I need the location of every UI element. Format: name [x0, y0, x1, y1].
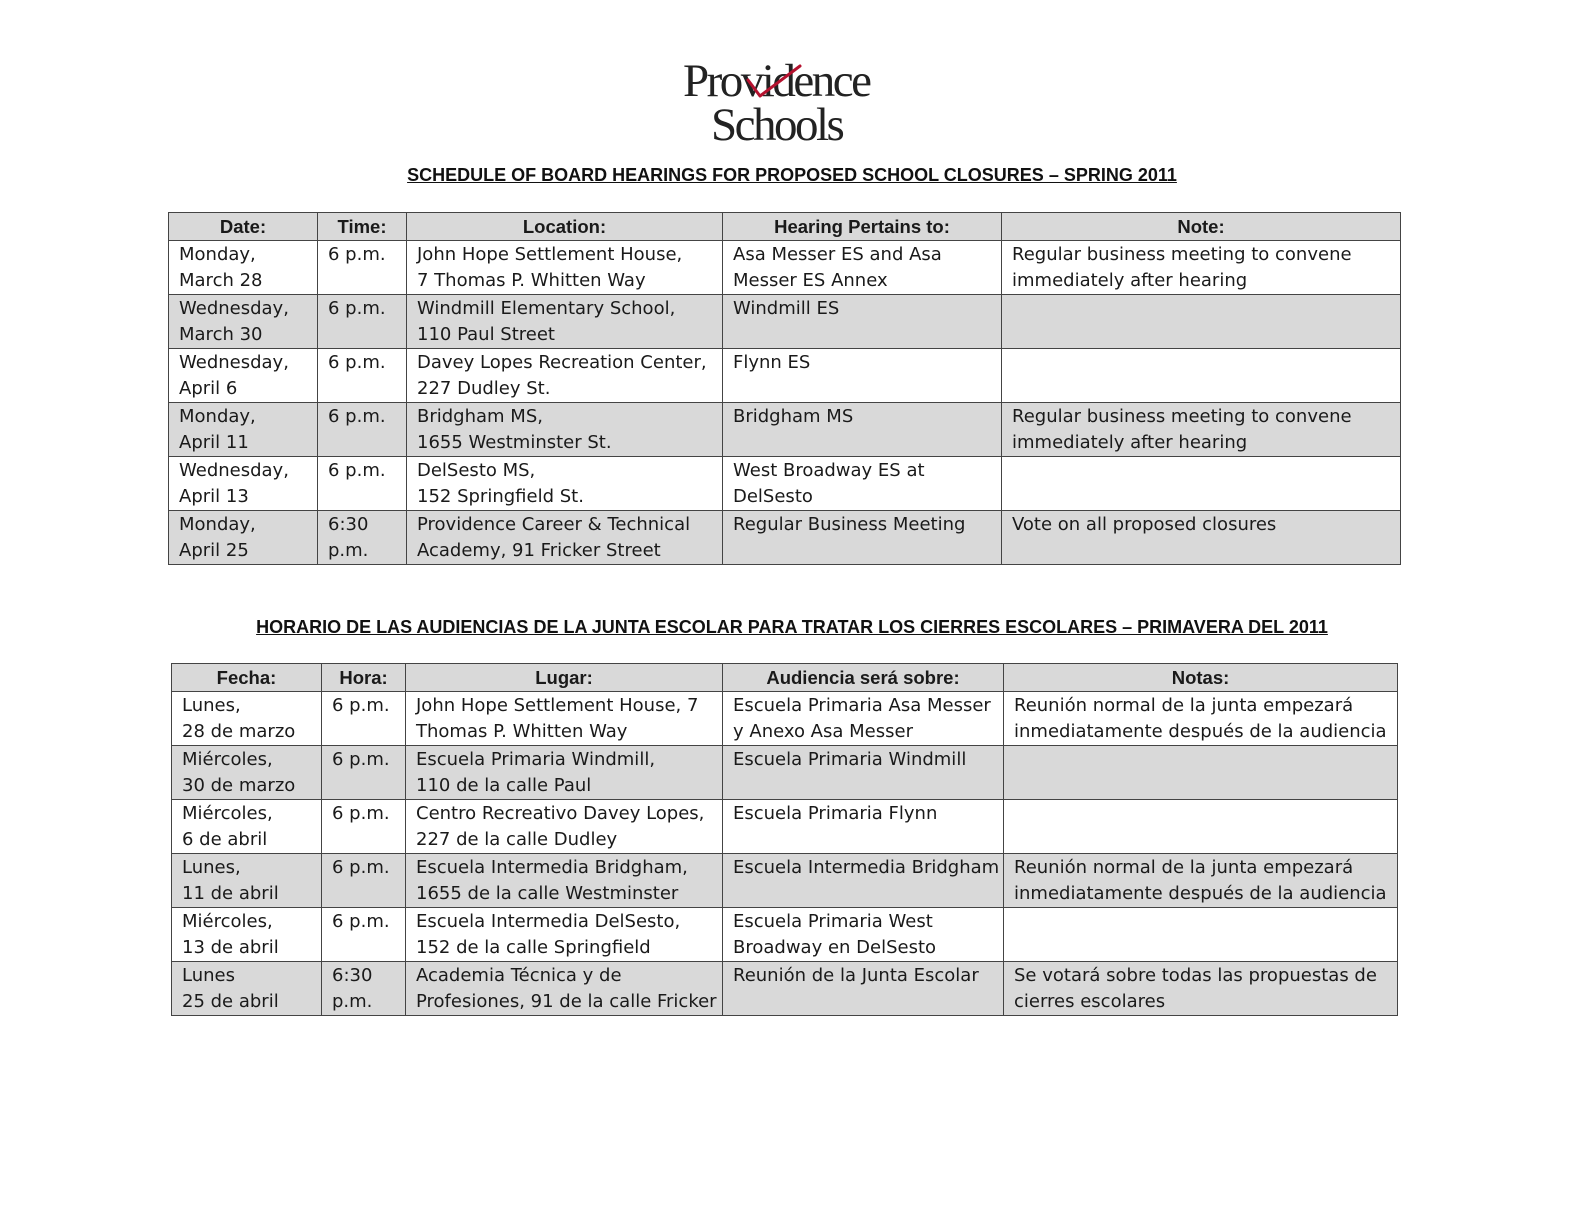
- cell-text-line: Windmill ES: [733, 298, 840, 319]
- cell-text-line: Messer ES Annex: [733, 270, 888, 291]
- cell-note: [1002, 349, 1401, 403]
- spanish-schedule-title: HORARIO DE LAS AUDIENCIAS DE LA JUNTA ESCOLAR PARA TRATAR LOS CIERRES ESCOLARES – PRIMAVERA DEL 2011: [256, 617, 1328, 637]
- cell-time: [318, 295, 407, 349]
- cell-pertains: [723, 349, 1002, 403]
- cell-text-line: 30 de marzo: [182, 775, 296, 796]
- cell-note: [1002, 511, 1401, 565]
- cell-date: [169, 241, 318, 295]
- cell-text-line: 25 de abril: [182, 991, 279, 1012]
- cell-date: [172, 962, 322, 1016]
- providence-schools-logo: [683, 55, 913, 153]
- cell-text-line: 6 p.m.: [328, 352, 386, 373]
- cell-text-line: Thomas P. Whitten Way: [416, 721, 628, 742]
- cell-text-line: Lunes,: [182, 857, 241, 878]
- cell-time: [322, 800, 406, 854]
- cell-text-line: Monday,: [179, 514, 256, 535]
- cell-text-line: Academy, 91 Fricker Street: [417, 540, 661, 561]
- cell-text-line: immediately after hearing: [1012, 270, 1248, 291]
- cell-date: [172, 800, 322, 854]
- table-row: [169, 403, 1401, 457]
- cell-text-line: immediately after hearing: [1012, 432, 1248, 453]
- cell-text-line: DelSesto MS,: [417, 460, 536, 481]
- cell-pertains: [723, 241, 1002, 295]
- cell-note: [1002, 457, 1401, 511]
- cell-text-line: Centro Recreativo Davey Lopes,: [416, 803, 705, 824]
- cell-date: [169, 511, 318, 565]
- cell-text-line: 13 de abril: [182, 937, 279, 958]
- cell-location: [407, 457, 723, 511]
- table-row: [169, 511, 1401, 565]
- table-row: [169, 457, 1401, 511]
- cell-note: [1002, 241, 1401, 295]
- table-header-row: [169, 213, 1401, 241]
- cell-time: [322, 854, 406, 908]
- cell-text-line: 6:30: [332, 965, 373, 986]
- english-schedule-title: SCHEDULE OF BOARD HEARINGS FOR PROPOSED SCHOOL CLOSURES – SPRING 2011: [407, 165, 1177, 185]
- cell-text-line: Miércoles,: [182, 911, 273, 932]
- cell-time: [318, 349, 407, 403]
- cell-text-line: cierres escolares: [1014, 991, 1166, 1012]
- cell-date: [172, 746, 322, 800]
- cell-text-line: April 6: [179, 378, 238, 399]
- cell-text-line: p.m.: [328, 540, 369, 561]
- cell-note: [1002, 403, 1401, 457]
- cell-time: [318, 403, 407, 457]
- cell-text-line: Escuela Primaria Windmill,: [416, 749, 656, 770]
- cell-text-line: 28 de marzo: [182, 721, 296, 742]
- cell-text-line: Davey Lopes Recreation Center,: [417, 352, 707, 373]
- cell-pertains: [723, 800, 1004, 854]
- cell-location: [406, 908, 723, 962]
- column-header-time: Time:: [318, 213, 407, 241]
- cell-text-line: John Hope Settlement House, 7: [416, 695, 699, 716]
- cell-location: [407, 511, 723, 565]
- cell-text-line: 6 p.m.: [332, 695, 390, 716]
- cell-text-line: Profesiones, 91 de la calle Fricker: [416, 991, 717, 1012]
- cell-time: [322, 962, 406, 1016]
- table-row: [172, 908, 1398, 962]
- cell-text-line: Escuela Primaria Flynn: [733, 803, 938, 824]
- table-row: [172, 692, 1398, 746]
- table-row: [169, 349, 1401, 403]
- cell-time: [322, 908, 406, 962]
- cell-text-line: Flynn ES: [733, 352, 811, 373]
- cell-text-line: 6 p.m.: [328, 406, 386, 427]
- cell-text-line: 227 Dudley St.: [417, 378, 551, 399]
- cell-date: [169, 295, 318, 349]
- cell-text-line: Bridgham MS: [733, 406, 854, 427]
- cell-text-line: Se votará sobre todas las propuestas de: [1014, 965, 1377, 986]
- cell-text-line: 6 p.m.: [332, 749, 390, 770]
- cell-text-line: 6 p.m.: [332, 803, 390, 824]
- cell-date: [169, 403, 318, 457]
- cell-note: [1002, 295, 1401, 349]
- cell-text-line: Lunes: [182, 965, 235, 986]
- cell-date: [172, 908, 322, 962]
- cell-text-line: March 30: [179, 324, 263, 345]
- cell-text-line: Reunión normal de la junta empezará: [1014, 695, 1354, 716]
- table-row: [172, 800, 1398, 854]
- cell-date: [172, 854, 322, 908]
- cell-location: [406, 854, 723, 908]
- cell-note: [1004, 962, 1398, 1016]
- cell-text-line: inmediatamente después de la audiencia: [1014, 883, 1387, 904]
- cell-text-line: Regular business meeting to convene: [1012, 244, 1352, 265]
- cell-text-line: 6 p.m.: [328, 298, 386, 319]
- cell-pertains: [723, 962, 1004, 1016]
- cell-time: [318, 511, 407, 565]
- cell-text-line: 152 de la calle Springfield: [416, 937, 651, 958]
- cell-location: [406, 692, 723, 746]
- cell-text-line: John Hope Settlement House,: [417, 244, 683, 265]
- cell-text-line: Escuela Primaria Windmill: [733, 749, 967, 770]
- cell-text-line: 152 Springfield St.: [417, 486, 584, 507]
- cell-text-line: March 28: [179, 270, 263, 291]
- cell-text-line: 6 de abril: [182, 829, 268, 850]
- cell-note: [1004, 800, 1398, 854]
- cell-text-line: Asa Messer ES and Asa: [733, 244, 942, 265]
- column-header-lugar: Lugar:: [406, 664, 723, 692]
- cell-text-line: 110 de la calle Paul: [416, 775, 592, 796]
- english-schedule-table: [168, 212, 1401, 565]
- cell-time: [322, 692, 406, 746]
- cell-text-line: Escuela Intermedia Bridgham,: [416, 857, 688, 878]
- cell-text-line: Academia Técnica y de: [416, 965, 622, 986]
- cell-text-line: Miércoles,: [182, 749, 273, 770]
- cell-date: [169, 457, 318, 511]
- cell-date: [172, 692, 322, 746]
- cell-text-line: 6 p.m.: [332, 911, 390, 932]
- cell-pertains: [723, 908, 1004, 962]
- column-header-pertains: Hearing Pertains to:: [723, 213, 1002, 241]
- cell-text-line: inmediatamente después de la audiencia: [1014, 721, 1387, 742]
- cell-pertains: [723, 295, 1002, 349]
- cell-text-line: y Anexo Asa Messer: [733, 721, 913, 742]
- cell-text-line: Reunión normal de la junta empezará: [1014, 857, 1354, 878]
- checkmark-logo-icon: [744, 60, 804, 100]
- cell-text-line: Bridgham MS,: [417, 406, 543, 427]
- cell-text-line: 11 de abril: [182, 883, 279, 904]
- logo-wordmark-line1: Providence: [683, 55, 870, 107]
- cell-text-line: Vote on all proposed closures: [1012, 514, 1277, 535]
- table-row: [172, 962, 1398, 1016]
- cell-text-line: Reunión de la Junta Escolar: [733, 965, 979, 986]
- cell-text-line: Wednesday,: [179, 352, 289, 373]
- cell-note: [1004, 908, 1398, 962]
- cell-text-line: Escuela Primaria Asa Messer: [733, 695, 991, 716]
- cell-text-line: Regular Business Meeting: [733, 514, 966, 535]
- column-header-hora: Hora:: [322, 664, 406, 692]
- cell-text-line: April 11: [179, 432, 249, 453]
- column-header-fecha: Fecha:: [172, 664, 322, 692]
- cell-text-line: Miércoles,: [182, 803, 273, 824]
- cell-text-line: 1655 Westminster St.: [417, 432, 612, 453]
- cell-text-line: Escuela Primaria West: [733, 911, 933, 932]
- cell-location: [407, 241, 723, 295]
- cell-time: [318, 241, 407, 295]
- cell-pertains: [723, 854, 1004, 908]
- table-row: [172, 746, 1398, 800]
- cell-note: [1004, 692, 1398, 746]
- cell-location: [406, 800, 723, 854]
- cell-pertains: [723, 746, 1004, 800]
- cell-pertains: [723, 457, 1002, 511]
- cell-text-line: April 13: [179, 486, 249, 507]
- cell-pertains: [723, 403, 1002, 457]
- column-header-date: Date:: [169, 213, 318, 241]
- cell-location: [407, 295, 723, 349]
- cell-text-line: Wednesday,: [179, 460, 289, 481]
- table-row: [169, 241, 1401, 295]
- cell-location: [407, 349, 723, 403]
- cell-text-line: 7 Thomas P. Whitten Way: [417, 270, 646, 291]
- cell-location: [407, 403, 723, 457]
- cell-location: [406, 962, 723, 1016]
- cell-text-line: 6 p.m.: [328, 244, 386, 265]
- cell-text-line: 6:30: [328, 514, 369, 535]
- cell-text-line: West Broadway ES at: [733, 460, 925, 481]
- cell-text-line: Escuela Intermedia Bridgham: [733, 857, 1000, 878]
- table-row: [172, 854, 1398, 908]
- cell-text-line: p.m.: [332, 991, 373, 1012]
- cell-text-line: DelSesto: [733, 486, 813, 507]
- cell-text-line: April 25: [179, 540, 249, 561]
- table-header-row: [172, 664, 1398, 692]
- cell-text-line: 6 p.m.: [332, 857, 390, 878]
- cell-time: [318, 457, 407, 511]
- logo-wordmark-line2: Schools: [711, 99, 843, 151]
- column-header-location: Location:: [407, 213, 723, 241]
- cell-text-line: Wednesday,: [179, 298, 289, 319]
- spanish-schedule-table: [171, 663, 1398, 1016]
- column-header-note: Note:: [1002, 213, 1401, 241]
- cell-location: [406, 746, 723, 800]
- cell-text-line: Regular business meeting to convene: [1012, 406, 1352, 427]
- cell-text-line: Providence Career & Technical: [417, 514, 691, 535]
- cell-text-line: Monday,: [179, 244, 256, 265]
- column-header-audiencia: Audiencia será sobre:: [723, 664, 1004, 692]
- column-header-notas: Notas:: [1004, 664, 1398, 692]
- cell-text-line: Escuela Intermedia DelSesto,: [416, 911, 681, 932]
- cell-note: [1004, 746, 1398, 800]
- cell-text-line: 1655 de la calle Westminster: [416, 883, 679, 904]
- cell-text-line: Windmill Elementary School,: [417, 298, 676, 319]
- cell-pertains: [723, 692, 1004, 746]
- cell-text-line: 6 p.m.: [328, 460, 386, 481]
- cell-text-line: Monday,: [179, 406, 256, 427]
- cell-text-line: 227 de la calle Dudley: [416, 829, 618, 850]
- cell-note: [1004, 854, 1398, 908]
- cell-text-line: Broadway en DelSesto: [733, 937, 937, 958]
- cell-text-line: Lunes,: [182, 695, 241, 716]
- cell-time: [322, 746, 406, 800]
- cell-pertains: [723, 511, 1002, 565]
- table-row: [169, 295, 1401, 349]
- cell-text-line: 110 Paul Street: [417, 324, 555, 345]
- cell-date: [169, 349, 318, 403]
